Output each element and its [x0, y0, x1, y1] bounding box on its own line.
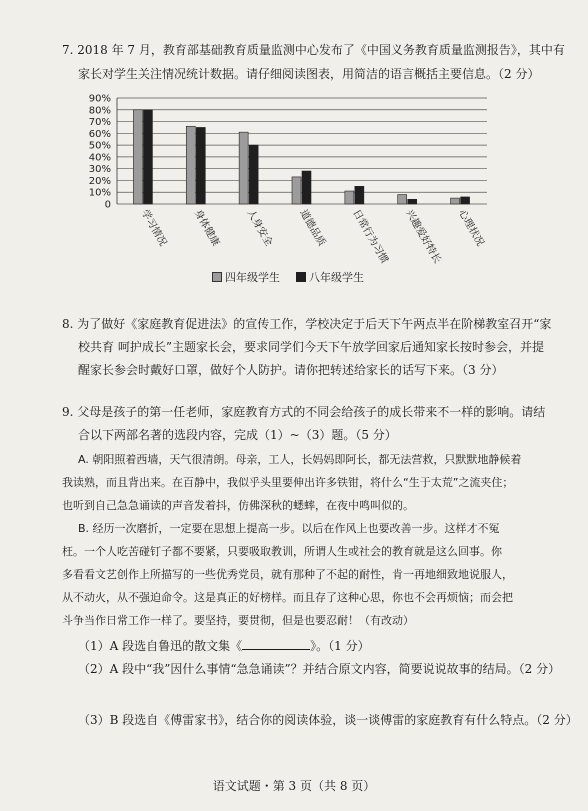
- q9-sub-1-pre: （1）A 段选自鲁迅的散文集《: [78, 639, 243, 653]
- q8-prompt-line-1: 8. 为了做好《家庭教育促进法》的宣传工作，学校决定于后天下午两点半在阶梯教室召开“家: [62, 317, 552, 331]
- passage-a-line-1: A. 朝阳照着西墙，天气很清朗。母亲，工人，长妈妈即阿长，都无法营救，只默默地静候着: [78, 453, 522, 466]
- y-tick-label: 30%: [88, 164, 111, 176]
- bar-grade8-3: [302, 171, 311, 204]
- bar-grade4-6: [451, 198, 460, 204]
- category-label: 身体健康: [191, 208, 222, 249]
- bar-grade4-1: [186, 126, 195, 204]
- y-tick-label: 50%: [88, 140, 111, 152]
- parent-attention-bar-chart: [62, 90, 492, 265]
- bar-grade8-6: [461, 197, 470, 204]
- bar-grade4-0: [133, 110, 142, 204]
- bar-grade4-4: [345, 191, 354, 204]
- passage-a-line-2: 我读熟，而且背出来。在百静中，我似乎头里要伸出许多铁钳，将什么“生于太荒”之流夹住；: [62, 476, 514, 489]
- passage-b-line-5: 斗争当作日常工作一样了。要坚持，要贯彻，但是也要忍耐！（有改动）: [62, 614, 414, 627]
- bar-grade4-3: [292, 177, 301, 204]
- passage-b-line-3: 多看看文艺创作上所描写的一些优秀党员，就有那种了不起的耐性，肯一再地细致地说服人，: [62, 568, 513, 581]
- legend-grade4-swatch: [212, 272, 222, 282]
- bar-grade8-2: [249, 145, 258, 204]
- y-tick-label: 90%: [88, 93, 111, 105]
- legend-grade4-label: 四年级学生: [225, 271, 280, 284]
- q7-prompt-line-1: 7. 2018 年 7 月，教育部基础教育质量监测中心发布了《中国义务教育质量监测报告》，其中有: [62, 43, 565, 57]
- q9-sub-2: （2）A 段中“我”因什么事情“急急诵读”？并结合原文内容，简要说说故事的结局。（2 分）: [78, 662, 561, 676]
- legend-grade8: [296, 269, 364, 285]
- legend-grade8-swatch: [296, 272, 306, 282]
- y-tick-label: 0: [104, 199, 111, 211]
- q9-prompt-line-1: 9. 父母是孩子的第一任老师，家庭教育方式的不同会给孩子的成长带来不一样的影响。请结: [62, 405, 546, 419]
- category-label: 学习情况: [138, 208, 169, 249]
- passage-b-line-2: 枉。一个人吃苦碰钉子都不要紧，只要吸取教训，所谓人生或社会的教育就是这么回事。你: [62, 545, 502, 558]
- answer-blank[interactable]: [242, 649, 310, 650]
- q9-sub-1-post: 》。（1 分）: [310, 639, 370, 653]
- bar-grade4-2: [239, 132, 248, 204]
- passage-b-line-1: B. 经历一次磨折，一定要在思想上提高一步。以后在作风上也要改善一步。这样才不冤: [78, 522, 500, 535]
- q9-prompt-line-2: 合以下两部名著的选段内容，完成（1）~（3）题。（5 分）: [78, 428, 397, 442]
- y-tick-label: 20%: [88, 175, 111, 187]
- y-tick-label: 70%: [88, 117, 111, 129]
- legend-grade4: [212, 269, 280, 285]
- bar-grade8-5: [408, 199, 417, 204]
- legend-grade8-label: 八年级学生: [309, 271, 364, 284]
- bar-grade8-1: [196, 127, 205, 204]
- q8-prompt-line-3: 醒家长参会时戴好口罩，做好个人防护。请你把转述给家长的话写下来。（3 分）: [78, 363, 504, 377]
- y-tick-label: 80%: [88, 105, 111, 117]
- y-tick-label: 60%: [88, 128, 111, 140]
- passage-b-line-4: 从不动火，从不强迫命令。这是真正的好榜样。而且存了这种心思，你也不会再烦恼；而会把: [62, 591, 513, 604]
- passage-a-line-3: 也听到自己急急诵读的声音发着抖，仿佛深秋的蟋蟀，在夜中鸣叫似的。: [62, 499, 414, 512]
- q7-prompt-line-2: 家长对学生关注情况统计数据。请仔细阅读图表，用简洁的语言概括主要信息。（2 分）: [78, 67, 540, 81]
- category-label: 兴趣爱好特长: [403, 208, 443, 265]
- bar-grade4-5: [398, 195, 407, 204]
- category-label: 日常行为习惯: [350, 208, 390, 265]
- category-label: 道德品质: [297, 208, 327, 249]
- page-footer: 语文试题・第 3 页（共 8 页）: [212, 779, 376, 793]
- q8-prompt-line-2: 校共育 呵护成长”主题家长会，要求同学们今天下午放学回家后通知家长按时参会，并提: [78, 340, 544, 354]
- y-tick-label: 10%: [88, 187, 111, 199]
- bar-grade8-4: [355, 186, 364, 204]
- y-tick-label: 40%: [88, 152, 111, 164]
- q9-sub-1: [78, 638, 370, 654]
- bar-grade8-0: [143, 110, 152, 204]
- q9-sub-3: （3）B 段选自《傅雷家书》，结合你的阅读体验，谈一谈傅雷的家庭教育有什么特点。（2 分）: [78, 713, 578, 727]
- category-label: 心理状况: [455, 208, 486, 249]
- category-label: 人身安全: [244, 208, 275, 249]
